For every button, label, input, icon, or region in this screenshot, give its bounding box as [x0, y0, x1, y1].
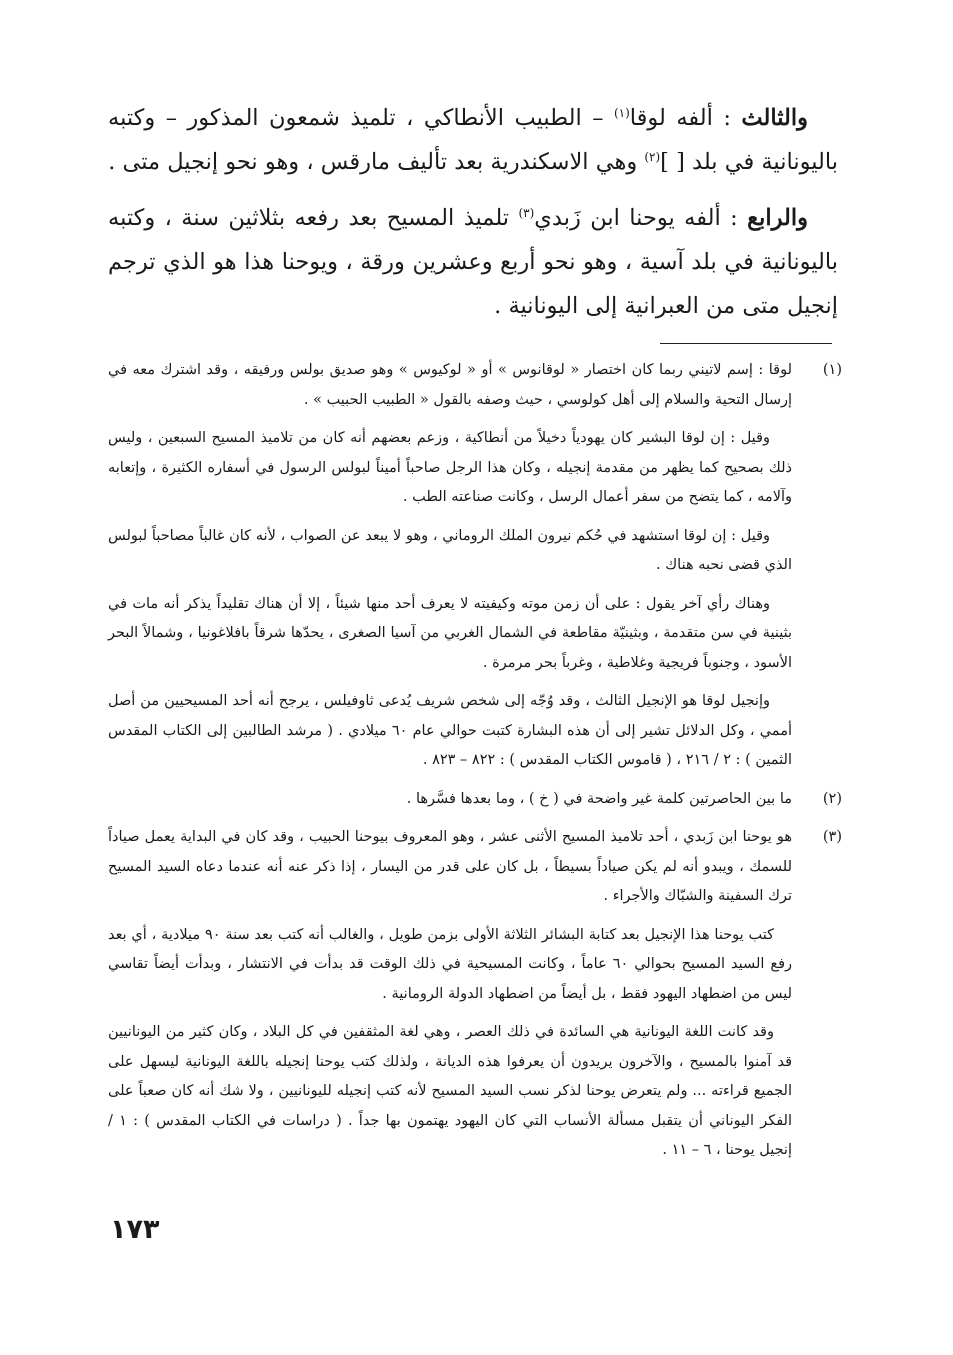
footnote-3 [108, 823, 840, 1166]
para3-text-b: – الطبيب الأنطاكي ، تلميذ شمعون المذكور – وكتبه باليونانية في بلد [ ] [108, 105, 838, 175]
footnote-number: (٢) [822, 790, 842, 807]
footnote-paragraph: وهناك رأي آخر يقول : على أن زمن موته وكيفيته لا يعرف أحد منها شيئاً ، إلا أن هناك تقليداً يذكر أنه مات في بثينية في سن متقدمة ، وبثينيّة مقاطعة في الشمال الغربي من آسيا الصغرى ، يحدّها شرقاً بافلاغونيا ، وشمالاً البحر الأسود ، وجنوباً فريجية وغلاطية ، وغرباً بحر مرمرة . [108, 595, 792, 671]
para4-text-a: : ألفه يوحنا ابن زَبدي [534, 205, 748, 231]
paragraph-third-gospel [108, 96, 838, 184]
footnote-paragraph: ما بين الحاصرتين كلمة غير واضحة في ( خ ) ، وما بعدها فسَّرها . [406, 790, 792, 807]
footnote-separator [660, 343, 832, 344]
footnote-paragraph: وقد كانت اللغة اليونانية هي السائدة في ذلك العصر ، وهي لغة المثقفين في كل البلاد ، وكان كثير من اليونانيين قد آمنوا بالمسيح ، والآخرون يريدون أن يعرفوا هذه الديانة ، ولذلك كتب يوحنا إنجيله باللغة اليونانية ليسهل على الجميع قراءته ... ولم يتعرض يوحنا لذكر نسب السيد المسيح لأنه كتب إنجيله لليونانيين ، ولا شك أنه كان صعباً على الفكر اليوناني أن يتقبل مسألة الأنساب التي كان اليهود يهتمون بها جداً . ( دراسات في الكتاب المقدس ) : ١ / إنجيل يوحنا ، ٦ – ١١ . [108, 1024, 792, 1158]
para3-text-a: : ألفه لوقا [629, 105, 742, 131]
footnote-ref-2: (٢) [644, 150, 661, 164]
footnote-paragraph: وقيل : إن لوقا استشهد في حُكم نيرون الملك الروماني ، وهو لا يبعد عن الصواب ، لأنه كان غالباً مصاحباً لبولس الذي قضى نحبه هناك . [108, 527, 792, 573]
footnotes [108, 356, 840, 1175]
lead-fourth: والرابع [747, 205, 809, 231]
footnote-number: (٣) [822, 829, 842, 845]
footnote-paragraph: لوقا : إسم لاتيني ربما كان اختصار « لوقانوس » أو « لوكيوس » وهو صديق بولس ورفيقه ، وقد اشترك معه في إرسال التحية والسلام إلى أهل كولوسي ، حيث وصفه بالقول « الطبيب الحبيب » . [108, 362, 792, 408]
paragraph-fourth-gospel [108, 196, 838, 328]
footnote-paragraph: هو يوحنا ابن زَبدي ، أحد تلاميذ المسيح الأثنى عشر ، وهو المعروف بيوحنا الحبيب ، وقد كان في البداية يعمل صياداً للسمك ، ويبدو أنه لم يكن صياداً بسيطاً ، بل كان على قدر من اليسار ، إذا ذكر عنه أنه عندما دعاه السيد المسيح ترك السفينة والشبّاك والأجراء . [108, 829, 792, 904]
lead-third: والثالث [741, 105, 808, 131]
footnote-1 [108, 356, 840, 776]
footnote-ref-1: (١) [613, 106, 630, 120]
footnote-paragraph: وإنجيل لوقا هو الإنجيل الثالث ، وقد وُجّه إلى شخص شريف يُدعى ثاوفيلس ، يرجح أنه أحد المسيحيين من أصل أممي ، وكل الدلائل تشير إلى أن هذه البشارة كتبت حوالي عام ٦٠ ميلادي . ( مرشد الطالبين إلى الكتاب المقدس الثمين ) : ٢ / ٢١٦ ، ( قاموس الكتاب المقدس ) : ٨٢٢ – ٨٢٣ . [108, 693, 792, 768]
footnote-paragraph: كتب يوحنا هذا الإنجيل بعد كتابة البشائر الثلاثة الأولى بزمن طويل ، والغالب أنه كتب بعد سنة ٩٠ ميلادية ، أي بعد رفع السيد المسيح بحوالي ٦٠ عاماً ، وكانت المسيحية في ذلك الوقت قد بدأت في الانتشار ، وبدأت أيضاً تقاسي ليس من اضطهاد اليهود فقط ، بل أيضاً من اضطهاد الدولة الرومانية . [108, 926, 793, 1002]
para3-text-c: وهي الاسكندرية بعد تأليف مارقس ، وهو نحو إنجيل متى . [108, 149, 645, 175]
page-number: ١٧٣ [110, 1214, 160, 1245]
footnote-paragraph: وقيل : إن لوقا البشير كان يهودياً دخيلاً من أنطاكية ، وزعم بعضهم أنه كان من تلاميذ المسيح السبعين ، وليس ذلك بصحيح كما يظهر من مقدمة إنجيله ، وكان هذا الرجل صاحباً أميناً لبولس الرسول في أسفاره الكثيرة ، وإتعابه وآلامه ، كما يتضح من سفر أعمال الرسل ، وكانت صناعته الطب . [108, 430, 792, 505]
footnote-ref-3: (٣) [518, 206, 535, 220]
footnote-number: (١) [822, 362, 842, 378]
footnote-2 [108, 785, 840, 815]
para4-text-b: تلميذ المسيح بعد رفعه بثلاثين سنة ، وكتبه باليونانية في بلد آسية ، وهو نحو أربع وعشرين ورقة ، ويوحنا هذا هو الذي ترجم إنجيل متى من العبرانية إلى اليونانية . [108, 205, 838, 319]
